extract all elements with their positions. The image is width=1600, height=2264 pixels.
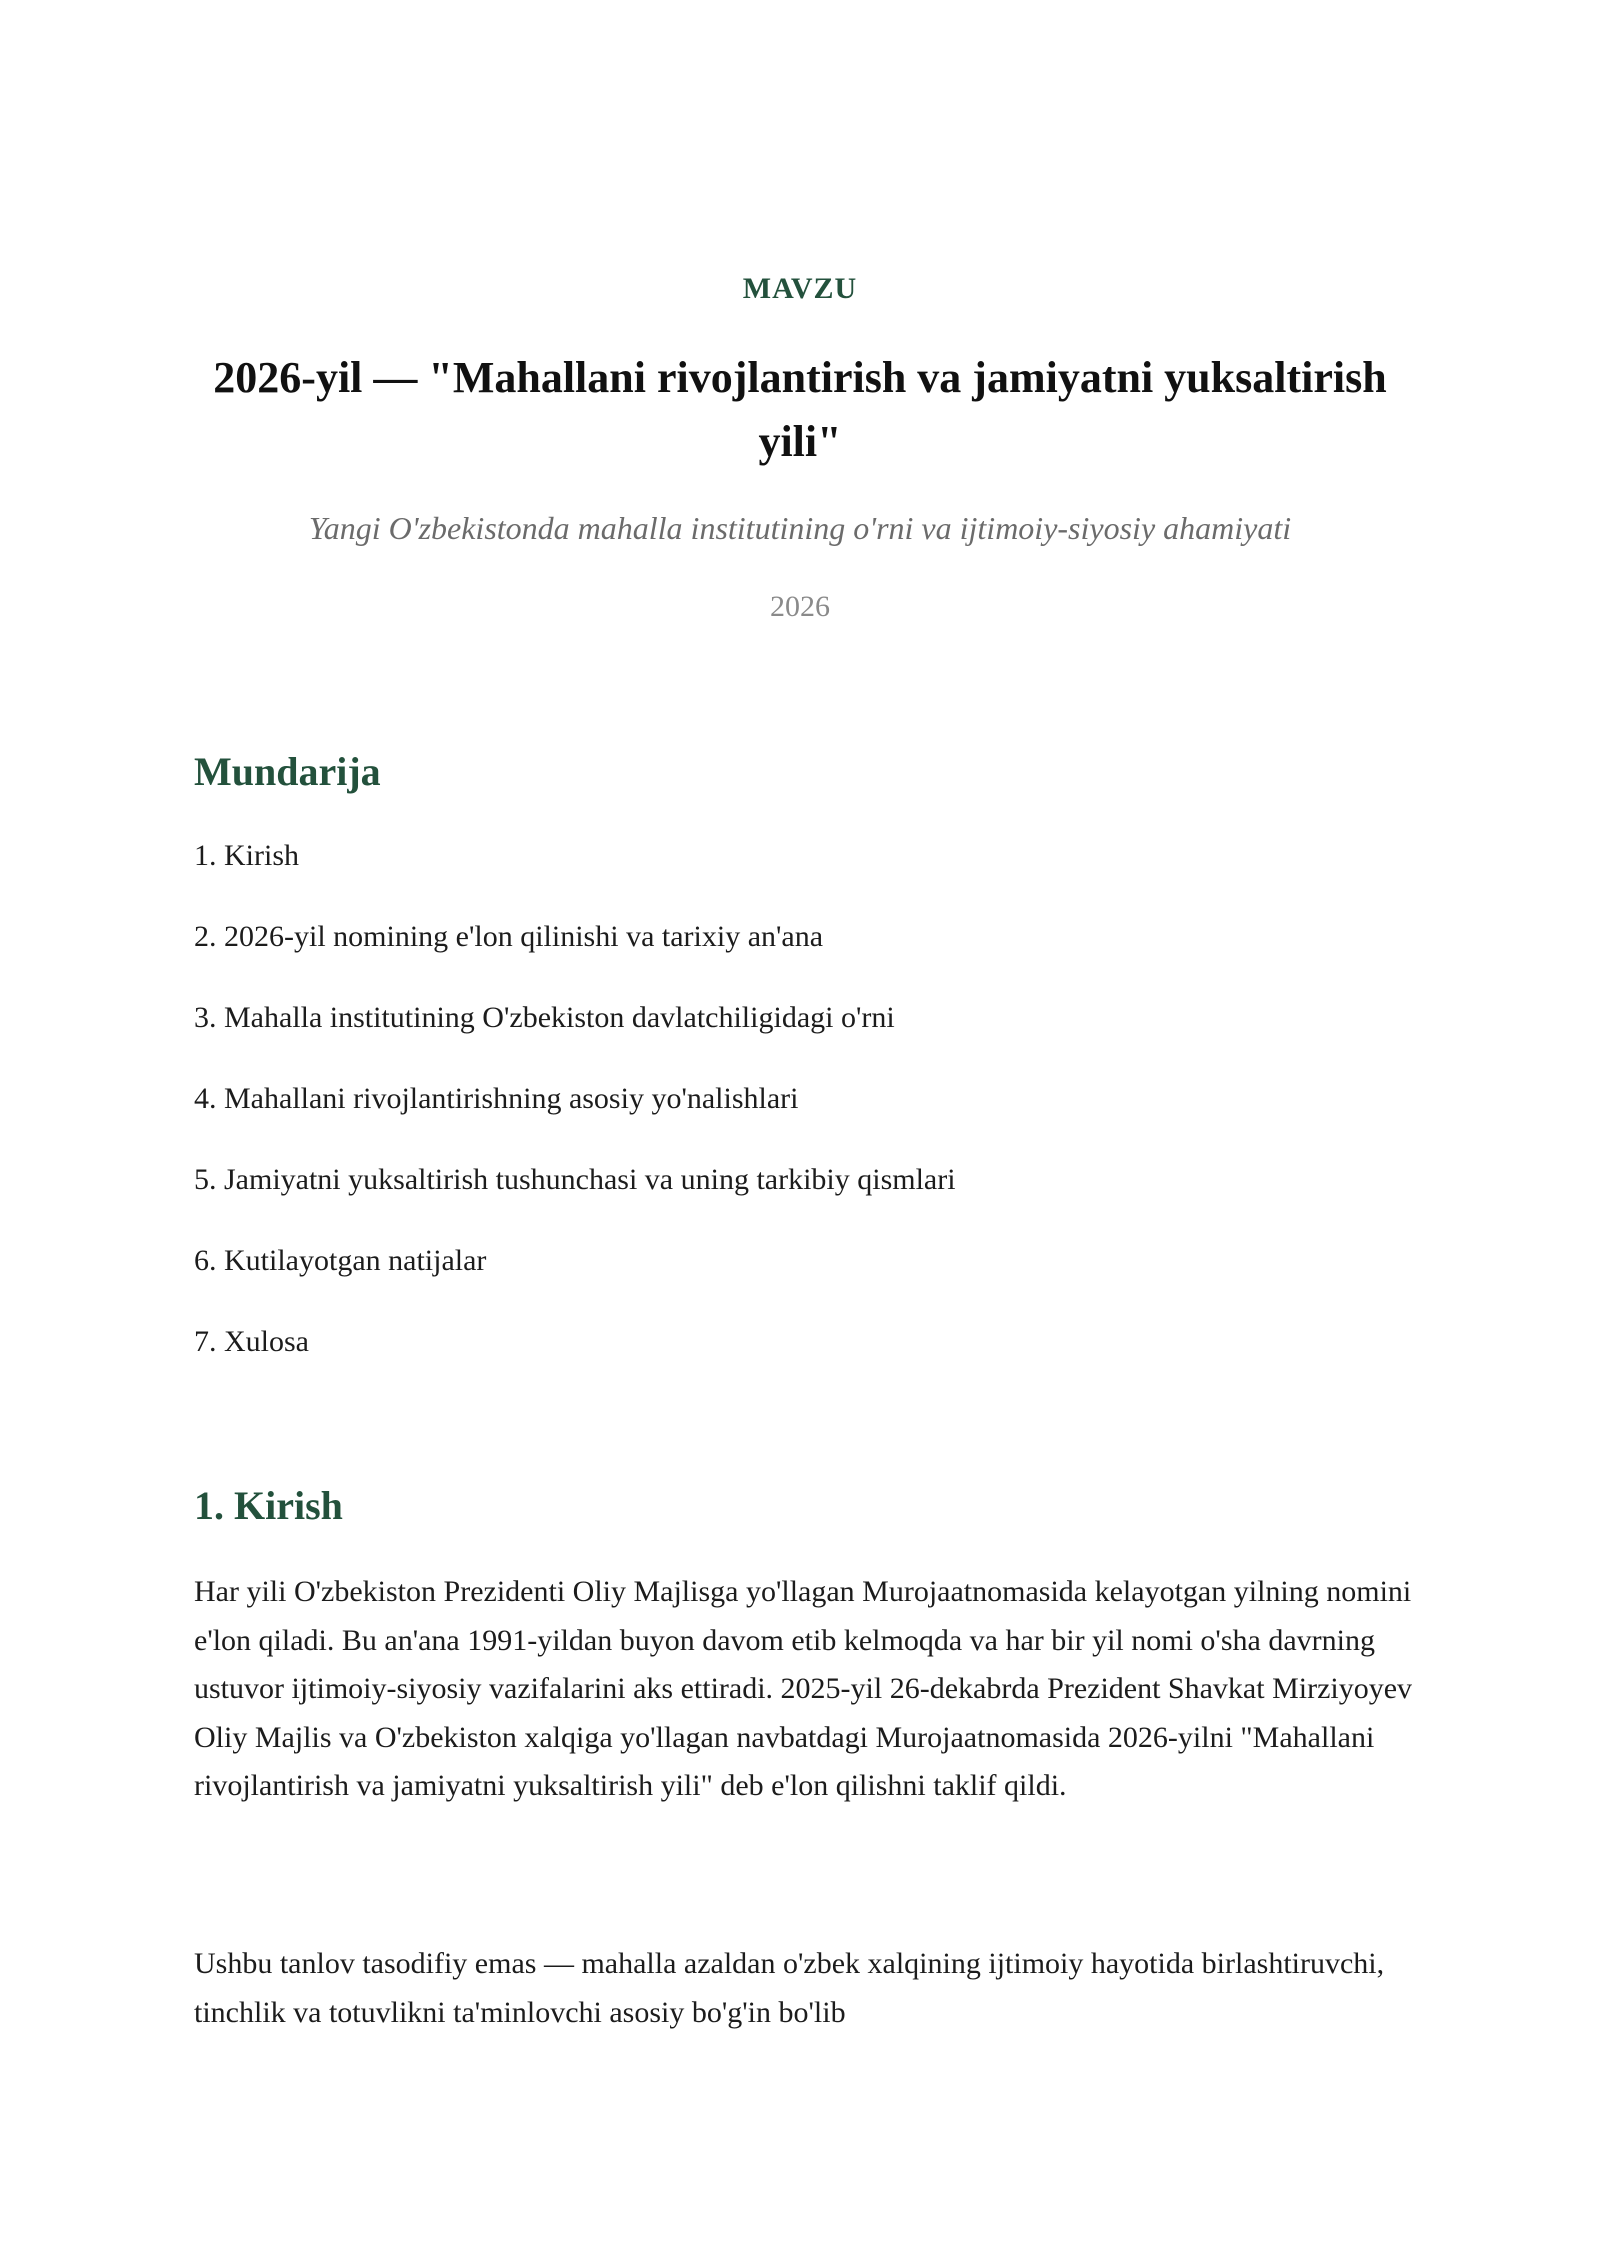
toc-item: 5. Jamiyatni yuksaltirish tushunchasi va uning tarkibiy qismlari (194, 1163, 956, 1196)
toc-heading: Mundarija (194, 749, 381, 794)
toc-item: 6. Kutilayotgan natijalar (194, 1244, 487, 1277)
document-subtitle: Yangi O'zbekistonda mahalla institutining o'rni va ijtimoiy-siyosiy ahamiyati (308, 510, 1292, 546)
topic-label: MAVZU (742, 272, 858, 305)
toc-item: 7. Xulosa (194, 1325, 309, 1358)
document-year: 2026 (770, 590, 830, 623)
document-title: 2026-yil — "Mahallani rivojlantirish va jamiyatni yuksaltirish yili" (213, 353, 1387, 466)
section-heading-intro: 1. Kirish (194, 1483, 343, 1528)
intro-paragraph: Har yili O'zbekiston Prezidenti Oliy Majlisga yo'llagan Murojaatnomasida kelayotgan yilning nomini e'lon qiladi. Bu an'ana 1991-yildan buyon davom etib kelmoqda va har bir yil nomi o'sha davrning ustuvor ijtimoiy-siyosiy vazifalarini aks ettiradi. 2025-yil 26-dekabrda Prezident Shavkat Mirziyoyev Oliy Majlis va O'zbekiston xalqiga yo'llagan navbatdagi Murojaatnomasida 2026-yilni "Mahallani rivojlantirish va jamiyatni yuksaltirish yili" deb e'lon qilishni taklif qildi. (194, 1575, 1413, 1803)
toc-item: 3. Mahalla institutining O'zbekiston davlatchiligidagi o'rni (194, 1001, 895, 1034)
intro-paragraph: Ushbu tanlov tasodifiy emas — mahalla azaldan o'zbek xalqining ijtimoiy hayotida birlashtiruvchi, tinchlik va totuvlikni ta'minlovchi asosiy bo'g'in bo'lib (194, 1947, 1385, 2029)
toc-item: 1. Kirish (194, 839, 299, 872)
toc-item: 4. Mahallani rivojlantirishning asosiy yo'nalishlari (194, 1082, 799, 1115)
table-of-contents (194, 836, 1394, 1403)
toc-item: 2. 2026-yil nomining e'lon qilinishi va tarixiy an'ana (194, 920, 824, 953)
